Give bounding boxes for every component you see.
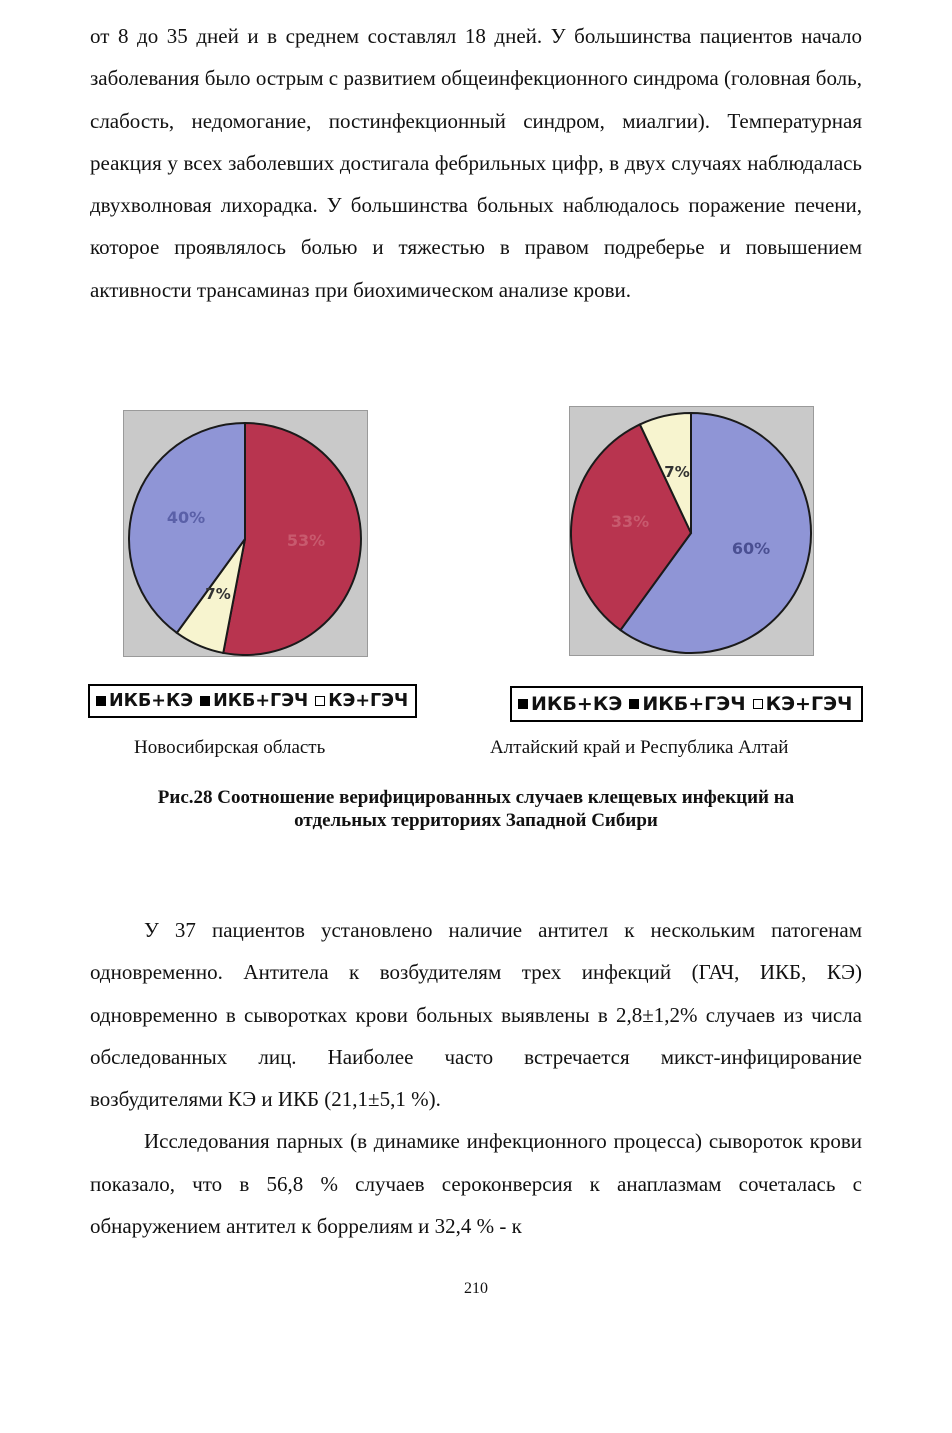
chart-legend-right [510, 686, 863, 722]
figure-caption [90, 786, 862, 832]
legend-swatch-filled-icon [200, 696, 210, 706]
legend-label: ИКБ+ГЭЧ [213, 691, 309, 711]
pie-slice-label: 40% [166, 508, 206, 527]
page-number: 210 [464, 1280, 488, 1297]
pie-slice-label: 60% [731, 539, 771, 558]
legend-item [200, 687, 308, 715]
body-paragraph-top [90, 15, 862, 311]
paragraph-text: У 37 пациентов установлено наличие антител к нескольким патогенам одновременно. Антитела к возбудителям трех инфекций (ГАЧ, ИКБ, КЭ) одновременно в сыворотках крови больных выявлены в 2,8±1,2% случаев из числа обследованных лиц. Наиболее часто встречается микст-инфицирование возбудителями КЭ и ИКБ (21,1±5,1 %). [90, 918, 862, 1112]
pie-slice-label: 7% [664, 463, 690, 481]
chart-region-label-right: Алтайский край и Республика Алтай [490, 737, 789, 758]
legend-item [753, 690, 853, 718]
caption-line: Рис.28 Соотношение верифицированных случаев клещевых инфекций на [157, 787, 795, 808]
pie-slice-label: 33% [610, 512, 650, 531]
chart-legend-left [88, 684, 417, 718]
pie-chart-svg [570, 407, 813, 655]
legend-swatch-empty-icon [315, 696, 325, 706]
pie-chart-altai [569, 406, 814, 656]
legend-swatch-filled-icon [518, 699, 528, 709]
legend-label: ИКБ+КЭ [109, 691, 194, 711]
legend-label: ИКБ+ГЭЧ [642, 693, 746, 715]
legend-swatch-empty-icon [753, 699, 763, 709]
legend-swatch-filled-icon [629, 699, 639, 709]
pie-chart-svg [124, 411, 367, 656]
caption-line: отдельных территориях Западной Сибири [294, 810, 658, 831]
legend-swatch-filled-icon [96, 696, 106, 706]
legend-label: КЭ+ГЭЧ [765, 693, 853, 715]
legend-item [96, 687, 193, 715]
paragraph-text: от 8 до 35 дней и в среднем составлял 18 дней. У большинства пациентов начало заболевания было острым с развитием общеинфекционного синдрома (головная боль, слабость, недомогание, постинфекционный синдром, миалгии). Температурная реакция у всех заболевших достигала фебрильных цифр, в двух случаях наблюдалась двухволновая лихорадка. У большинства больных наблюдалось поражение печени, которое проявлялось болью и тяжестью в правом подреберье и повышением активности трансаминаз при биохимическом анализе крови. [90, 24, 862, 302]
pie-slice-label: 53% [286, 531, 326, 550]
chart-region-label-left: Новосибирская область [134, 737, 326, 758]
legend-label: КЭ+ГЭЧ [328, 691, 409, 711]
legend-label: ИКБ+КЭ [531, 693, 623, 715]
legend-item [518, 690, 622, 718]
legend-item [629, 690, 745, 718]
pie-slice-label: 7% [205, 585, 231, 603]
legend-item [315, 687, 408, 715]
paragraph-text: Исследования парных (в динамике инфекционного процесса) сывороток крови показало, что в 56,8 % случаев сероконверсия к анаплазмам сочеталась с обнаружением антител к боррелиям и 32,4 % - к [90, 1129, 862, 1239]
pie-chart-novosibirsk [123, 410, 368, 657]
body-paragraph-bottom [90, 909, 862, 1247]
